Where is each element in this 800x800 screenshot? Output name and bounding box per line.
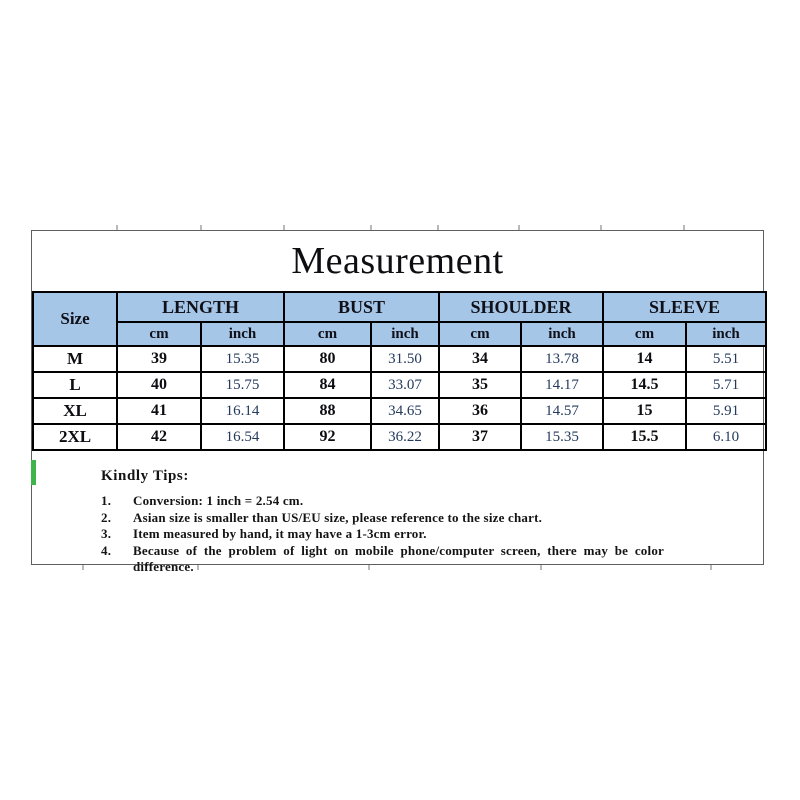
value-cell: 39 [117,346,201,372]
value-cell: 14 [603,346,686,372]
value-cell: 88 [284,398,371,424]
value-cell: 13.78 [521,346,603,372]
value-cell: 84 [284,372,371,398]
value-cell: 42 [117,424,201,450]
unit-header-inch: inch [686,322,766,346]
value-cell: 16.14 [201,398,284,424]
value-cell: 36 [439,398,521,424]
tip-number: 3. [101,526,112,541]
unit-header-cm: cm [284,322,371,346]
table-row-l [33,372,766,398]
value-cell: 36.22 [371,424,439,450]
unit-header-cm: cm [439,322,521,346]
value-cell: 35 [439,372,521,398]
value-cell: 5.71 [686,372,766,398]
value-cell: 41 [117,398,201,424]
value-cell: 40 [117,372,201,398]
tips-list [101,493,664,576]
value-cell: 15.5 [603,424,686,450]
tip-text: Asian size is smaller than US/EU size, please reference to the size chart. [133,509,543,525]
value-cell: 15.35 [201,346,284,372]
tip-text: Conversion: 1 inch = 2.54 cm. [133,493,304,508]
tip-item [101,543,664,576]
tip-number: 1. [101,493,112,508]
size-label: XL [33,398,117,424]
tip-text: Because of the problem of light on mobile phone/computer screen, there may be color difference. [133,542,664,574]
column-header-length: LENGTH [117,292,284,322]
column-header-size: Size [33,292,117,346]
tip-item [101,493,664,510]
unit-header-cm: cm [117,322,201,346]
page-title: Measurement [291,240,504,282]
measurement-table [32,291,767,451]
tip-number: 2. [101,509,112,525]
value-cell: 15.35 [521,424,603,450]
unit-header-inch: inch [201,322,284,346]
value-cell: 31.50 [371,346,439,372]
value-cell: 33.07 [371,372,439,398]
table-row-m [33,346,766,372]
size-label: L [33,372,117,398]
unit-header-cm: cm [603,322,686,346]
tip-number: 4. [101,542,112,558]
tip-item [101,510,664,527]
size-label: M [33,346,117,372]
value-cell: 15.75 [201,372,284,398]
unit-header-row [33,322,766,346]
value-cell: 14.5 [603,372,686,398]
value-cell: 37 [439,424,521,450]
green-edge-mark [31,460,36,485]
value-cell: 16.54 [201,424,284,450]
table-row-xl [33,398,766,424]
gridline-tick [82,565,84,570]
value-cell: 5.51 [686,346,766,372]
value-cell: 34 [439,346,521,372]
value-cell: 14.57 [521,398,603,424]
value-cell: 80 [284,346,371,372]
value-cell: 6.10 [686,424,766,450]
tip-text: Item measured by hand, it may have a 1-3cm error. [133,526,427,541]
table-row-2xl [33,424,766,450]
group-header-row [33,292,766,322]
column-header-bust: BUST [284,292,439,322]
column-header-sleeve: SLEEVE [603,292,766,322]
size-chart-panel [31,230,764,574]
tips-section [101,468,664,576]
value-cell: 92 [284,424,371,450]
value-cell: 34.65 [371,398,439,424]
unit-header-inch: inch [371,322,439,346]
column-header-shoulder: SHOULDER [439,292,603,322]
size-label: 2XL [33,424,117,450]
value-cell: 15 [603,398,686,424]
gridline-tick [710,565,712,570]
value-cell: 5.91 [686,398,766,424]
tip-item [101,526,664,543]
unit-header-inch: inch [521,322,603,346]
value-cell: 14.17 [521,372,603,398]
tips-heading: Kindly Tips: [101,468,189,484]
